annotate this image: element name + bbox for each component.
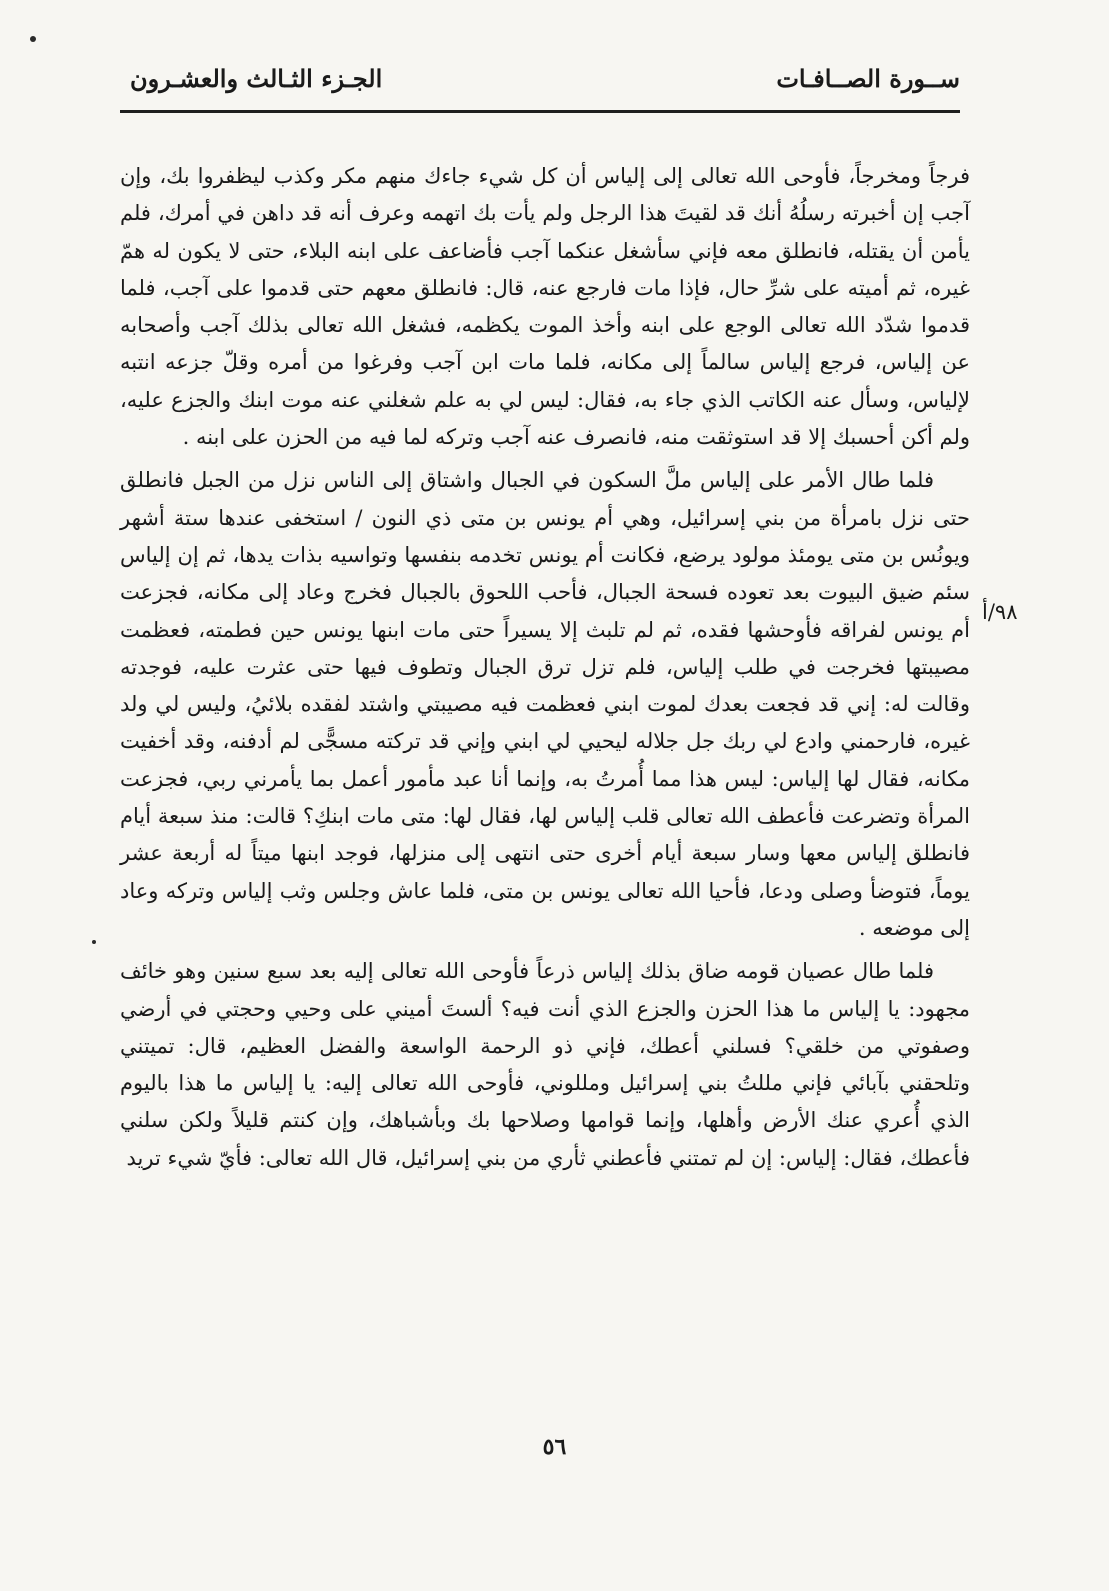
surah-title: ســورة الصــافـات: [776, 64, 960, 93]
juz-title: الجـزء الثـالث والعشـرون: [130, 64, 383, 93]
manuscript-folio-marker: ٩٨/أ: [982, 600, 1018, 624]
scan-speck: [30, 36, 36, 42]
body-text: [120, 158, 970, 1183]
paragraph-3: فلما طال عصيان قومه ضاق بذلك إلياس ذرعاً فأوحى الله تعالى إليه بعد سبع سنين وهو خائف مجهود: يا إلياس ما هذا الحزن والجزع الذي أنت فيه؟ ألستَ أميني على وحيي وحجتي في أرضي وصفوتي من خلقي؟ فسلني أعطك، فإني ذو الرحمة الواسعة والفضل العظيم، قال: تميتني وتلحقني بآبائي فإني مللتُ بني إسرائيل ومللوني، فأوحى الله تعالى إليه: يا إلياس ما هذا باليوم الذي أُعري عنك الأرض وأهلها، وإنما قوامها وصلاحها بك وبأشباهك، وإن كنتم قليلاً ولكن سلني فأعطك، فقال: إلياس: إن لم تمتني فأعطني ثأري من بني إسرائيل، قال الله تعالى: فأيّ شيء تريد: [120, 959, 970, 1170]
paragraph-2: فلما طال الأمر على إلياس ملَّ السكون في الجبال واشتاق إلى الناس نزل من الجبل فانطلق حتى نزل بامرأة من بني إسرائيل، وهي أم يونس بن متى ذي النون / استخفى عندها ستة أشهر ويونُس بن متى يومئذ مولود يرضع، فكانت أم يونس تخدمه بنفسها وتواسيه بذات يدها، ثم إن إلياس سئم ضيق البيوت بعد تعوده فسحة الجبال، فأحب اللحوق بالجبال فخرج وعاد إلى مكانه، فجزعت أم يونس لفراقه فأوحشها فقده، ثم لم تلبث إلا يسيراً حتى مات ابنها يونس حين فطمته، فعظمت مصيبتها فخرجت في طلب إلياس، فلم تزل ترق الجبال وتطوف فيها حتى عثرت عليه، فوجدته وقالت له: إني قد فجعت بعدك لموت ابني فعظمت فيه مصيبتي واشتد لفقده بلائيُ، وليس لي ولد غيره، فارحمني وادع لي ربك جل جلاله ليحيي لي ابني وإني قد تركته مسجًّى لم أدفنه، وقد أخفيت مكانه، فقال لها إلياس: ليس هذا مما أُمرتُ به، وإنما أنا عبد مأمور أعمل بما يأمرني ربي، فجزعت المرأة وتضرعت فأعطف الله تعالى قلب إلياس لها، فقال لها: متى مات ابنكِ؟ قالت: منذ سبعة أيام فانطلق إلياس معها وسار سبعة أيام أخرى حتى انتهى إلى منزلها، فوجد ابنها ميتاً له أربعة عشر يوماً، فتوضأ وصلى ودعا، فأحيا الله تعالى يونس بن متى، فلما عاش وجلس وثب إلياس وتركه وعاد إلى موضعه .: [120, 468, 970, 940]
page-number: ٥٦: [542, 1434, 567, 1460]
paragraph-1: فرجاً ومخرجاً، فأوحى الله تعالى إلى إلياس أن كل شيء جاءك منهم مكر وكذب ليظفروا بك، وإن آجب إن أخبرته رسلُهُ أنك قد لقيتَ هذا الرجل ولم يأت بك اتهمه وعرف أنه قد داهن في أمرك، فلم يأمن أن يقتله، فانطلق معه فإني سأشغل عنكما آجب فأضاعف على ابنه البلاء، حتى لا يكون له همّ غيره، ثم أميته على شرِّ حال، فإذا مات فارجع عنه، قال: فانطلق معهم حتى قدموا على آجب، فلما قدموا شدّد الله تعالى الوجع على ابنه وأخذ الموت يكظمه، فشغل الله تعالى بذلك آجب وأصحابه عن إلياس، فرجع إلياس سالماً إلى مكانه، فلما مات ابن آجب وفرغوا من أمره وقلّ جزعه انتبه لإلياس، وسأل عنه الكاتب الذي جاء به، فقال: ليس لي به علم شغلني عنه موت ابنك والجزع عليه، ولم أكن أحسبك إلا قد استوثقت منه، فانصرف عنه آجب وتركه لما فيه من الحزن على ابنه .: [120, 164, 970, 450]
scan-speck: [92, 940, 96, 944]
running-header: [120, 62, 960, 113]
